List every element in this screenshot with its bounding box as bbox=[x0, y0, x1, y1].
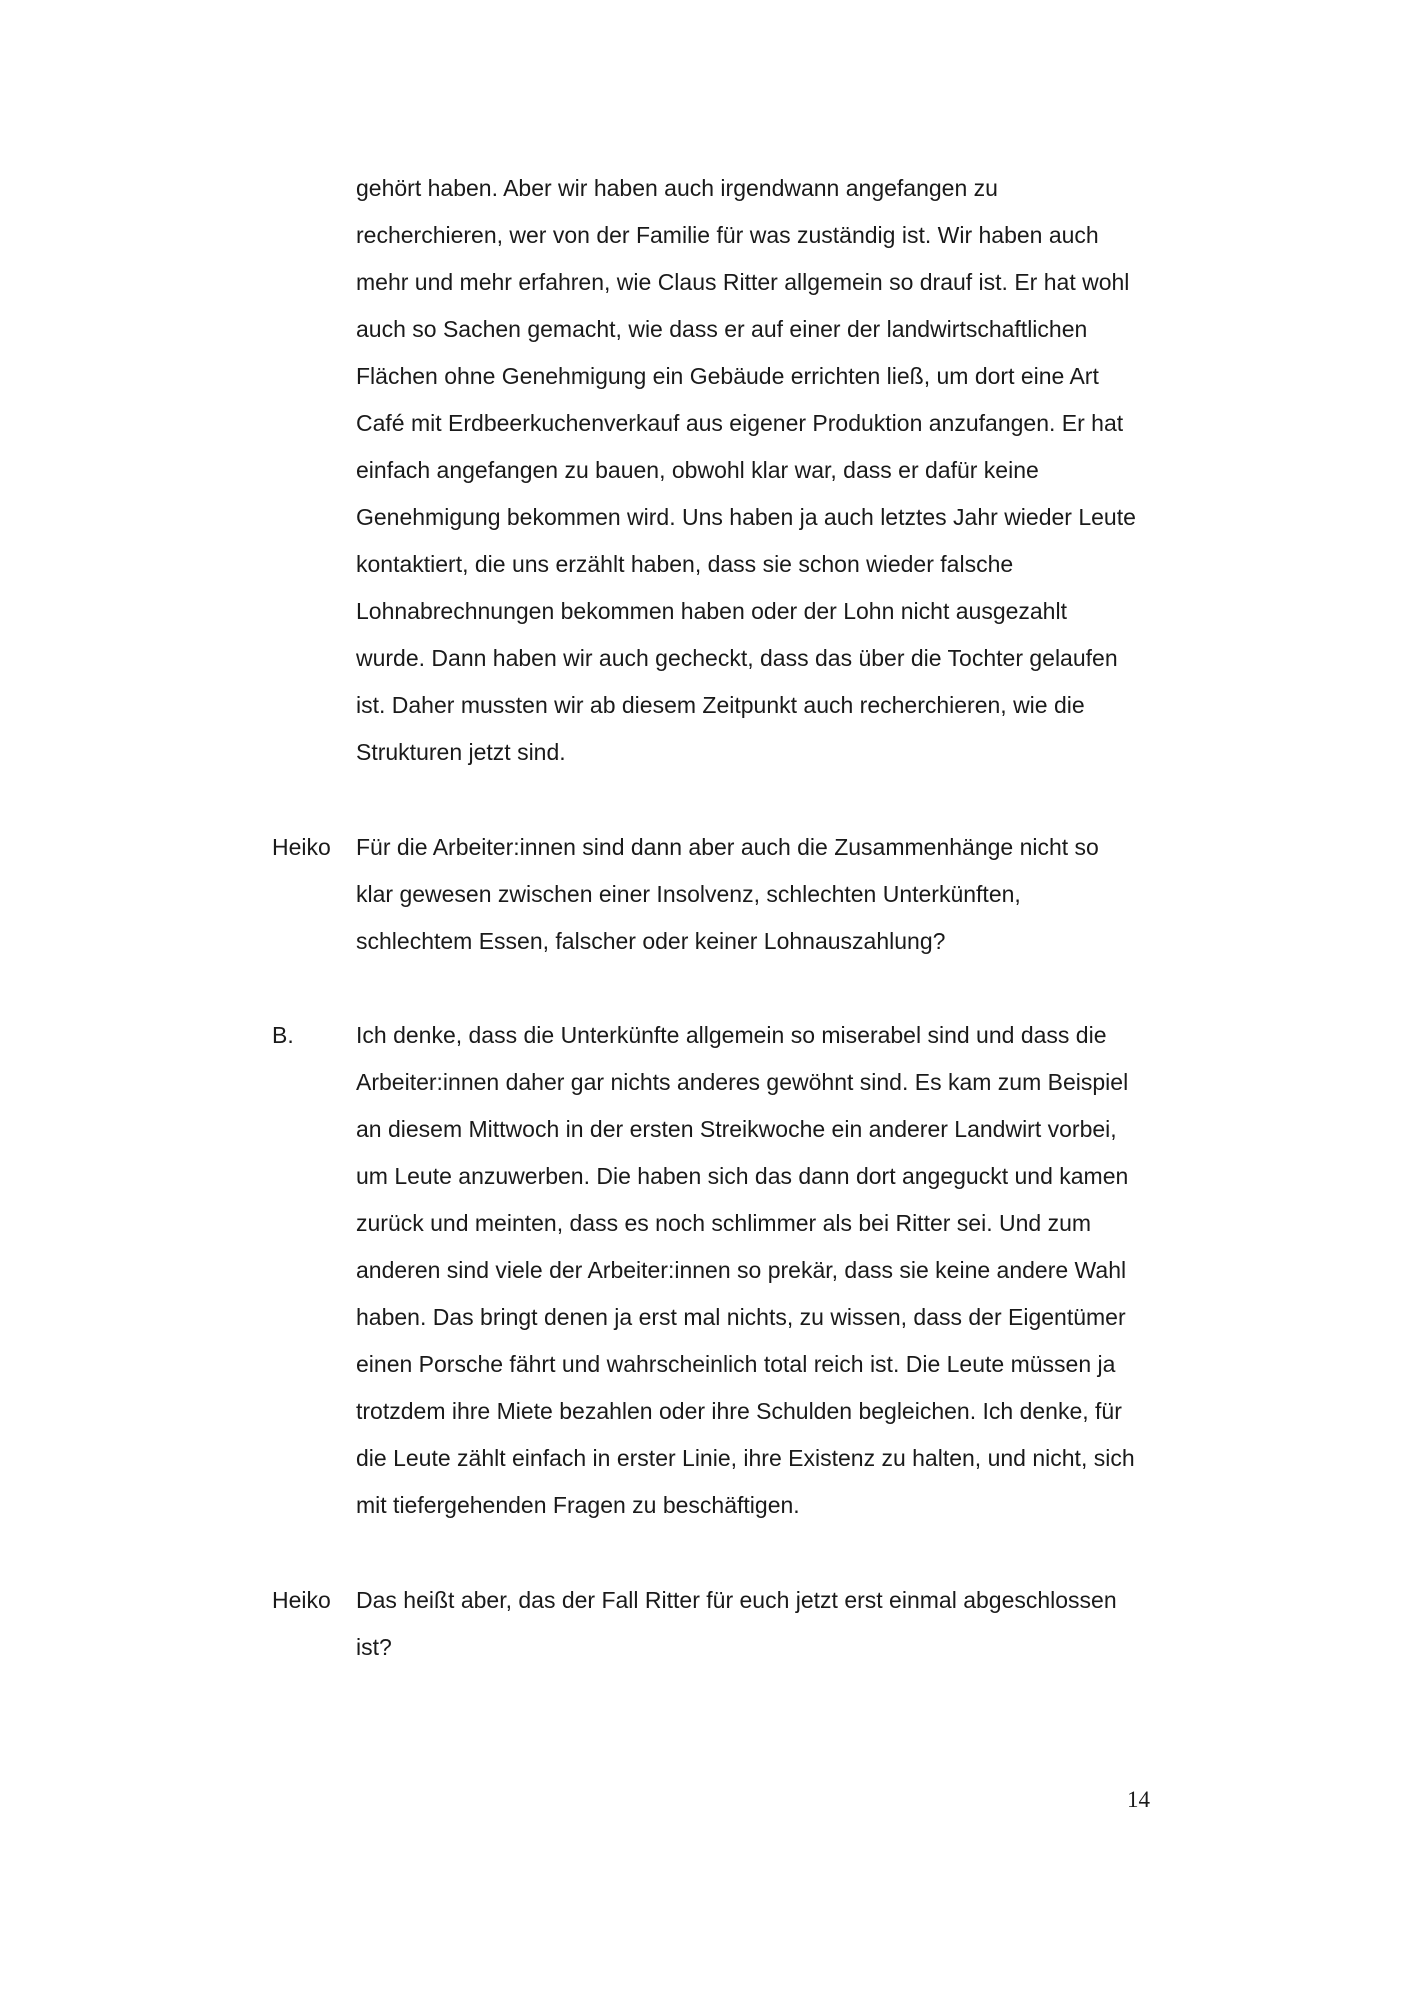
text-line: Das heißt aber, das der Fall Ritter für euch jetzt erst einmal abgeschlossen bbox=[356, 1587, 1117, 1613]
transcript-block-heiko-followup bbox=[272, 1577, 1160, 1671]
text-line: klar gewesen zwischen einer Insolvenz, schlechten Unterkünften, bbox=[356, 881, 1021, 907]
text-line: wurde. Dann haben wir auch gecheckt, dass das über die Tochter gelaufen bbox=[356, 645, 1118, 671]
text-line: Flächen ohne Genehmigung ein Gebäude errichten ließ, um dort eine Art bbox=[356, 363, 1099, 389]
text-line: um Leute anzuwerben. Die haben sich das dann dort angeguckt und kamen bbox=[356, 1163, 1129, 1189]
text-line: gehört haben. Aber wir haben auch irgendwann angefangen zu bbox=[356, 175, 998, 201]
transcript-text bbox=[356, 824, 1156, 965]
text-line: an diesem Mittwoch in der ersten Streikwoche ein anderer Landwirt vorbei, bbox=[356, 1116, 1117, 1142]
text-line: Ich denke, dass die Unterkünfte allgemein so miserabel sind und dass die bbox=[356, 1022, 1107, 1048]
text-line: einen Porsche fährt und wahrscheinlich total reich ist. Die Leute müssen ja bbox=[356, 1351, 1116, 1377]
speaker-label: B. bbox=[272, 1022, 294, 1048]
text-line: ist? bbox=[356, 1634, 392, 1660]
text-line: anderen sind viele der Arbeiter:innen so prekär, dass sie keine andere Wahl bbox=[356, 1257, 1127, 1283]
text-line: ist. Daher mussten wir ab diesem Zeitpunkt auch recherchieren, wie die bbox=[356, 692, 1085, 718]
transcript-text bbox=[356, 165, 1156, 776]
speaker-label bbox=[272, 165, 356, 776]
page-number: 14 bbox=[1127, 1787, 1150, 1812]
text-line: Genehmigung bekommen wird. Uns haben ja auch letztes Jahr wieder Leute bbox=[356, 504, 1136, 530]
text-line: mit tiefergehenden Fragen zu beschäftigen. bbox=[356, 1492, 800, 1518]
text-line: schlechtem Essen, falscher oder keiner Lohnauszahlung? bbox=[356, 928, 946, 954]
transcript-block-continuation bbox=[272, 165, 1160, 776]
text-line: trotzdem ihre Miete bezahlen oder ihre Schulden begleichen. Ich denke, für bbox=[356, 1398, 1122, 1424]
text-line: Für die Arbeiter:innen sind dann aber auch die Zusammenhänge nicht so bbox=[356, 834, 1099, 860]
transcript-block-b-answer bbox=[272, 1012, 1160, 1529]
text-line: die Leute zählt einfach in erster Linie, ihre Existenz zu halten, und nicht, sich bbox=[356, 1445, 1135, 1471]
transcript-text bbox=[356, 1012, 1156, 1529]
text-line: Strukturen jetzt sind. bbox=[356, 739, 566, 765]
text-line: Café mit Erdbeerkuchenverkauf aus eigener Produktion anzufangen. Er hat bbox=[356, 410, 1124, 436]
speaker-label: Heiko bbox=[272, 1587, 331, 1613]
text-line: einfach angefangen zu bauen, obwohl klar war, dass er dafür keine bbox=[356, 457, 1039, 483]
text-line: auch so Sachen gemacht, wie dass er auf einer der landwirtschaftlichen bbox=[356, 316, 1088, 342]
speaker-label: Heiko bbox=[272, 834, 331, 860]
text-line: kontaktiert, die uns erzählt haben, dass sie schon wieder falsche bbox=[356, 551, 1014, 577]
text-line: haben. Das bringt denen ja erst mal nichts, zu wissen, dass der Eigentümer bbox=[356, 1304, 1126, 1330]
text-line: zurück und meinten, dass es noch schlimmer als bei Ritter sei. Und zum bbox=[356, 1210, 1092, 1236]
text-line: Arbeiter:innen daher gar nichts anderes gewöhnt sind. Es kam zum Beispiel bbox=[356, 1069, 1129, 1095]
transcript-text bbox=[356, 1577, 1156, 1671]
transcript-block-heiko-question bbox=[272, 824, 1160, 965]
text-line: Lohnabrechnungen bekommen haben oder der Lohn nicht ausgezahlt bbox=[356, 598, 1067, 624]
text-line: mehr und mehr erfahren, wie Claus Ritter allgemein so drauf ist. Er hat wohl bbox=[356, 269, 1130, 295]
text-line: recherchieren, wer von der Familie für was zuständig ist. Wir haben auch bbox=[356, 222, 1099, 248]
